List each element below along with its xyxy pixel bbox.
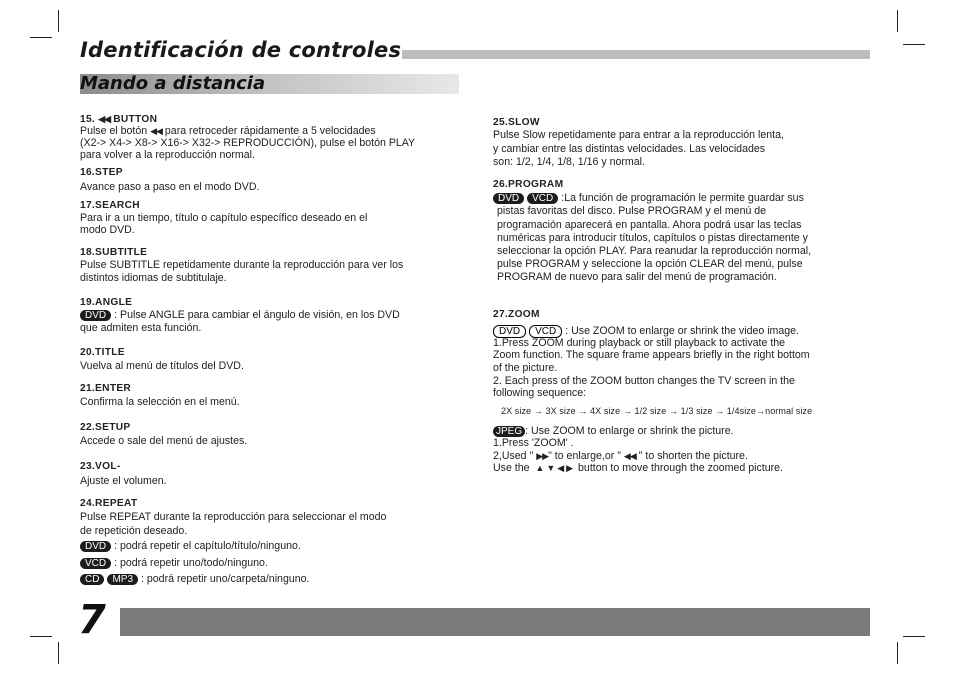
- crop-mark: [897, 10, 898, 32]
- text-line: Ajuste el volumen.: [80, 475, 167, 487]
- heading-19: 19.ANGLE: [80, 297, 133, 308]
- text-line: pulse PROGRAM y seleccione la opción CLEAR del menú, pulse: [497, 258, 803, 270]
- text-line: de repetición deseado.: [80, 525, 188, 537]
- text-line: 2. Each press of the ZOOM button changes the TV screen in the: [493, 375, 795, 387]
- jpeg-badge: JPEG: [493, 426, 525, 437]
- text-line: son: 1/2, 1/4, 1/8, 1/16 y normal.: [493, 156, 645, 168]
- text-line: 1.Press 'ZOOM' .: [493, 437, 574, 449]
- text-line: JPEG : Use ZOOM to enlarge or shrink the picture.: [493, 425, 734, 438]
- repeat-option: VCD : podrá repetir uno/todo/ninguno.: [80, 557, 268, 570]
- text-line: Pulse el botón ◀◀ para retroceder rápidamente a 5 velocidades: [80, 125, 376, 137]
- heading-24: 24.REPEAT: [80, 498, 138, 509]
- text-line: Use the ▲▼◀▶ button to move through the zoomed picture.: [493, 462, 783, 474]
- text-line: Pulse REPEAT durante la reproducción para seleccionar el modo: [80, 511, 387, 523]
- dvd-badge: DVD: [493, 325, 526, 338]
- arrow-keys-icon: ▲▼◀▶: [535, 463, 576, 473]
- heading-18: 18.SUBTITLE: [80, 247, 148, 258]
- crop-mark: [30, 636, 52, 637]
- left-column: [80, 0, 470, 600]
- text-line: pistas favoritas del disco. Pulse PROGRAM y el menú de: [497, 205, 767, 217]
- heading-15: 15. ◀◀ BUTTON: [80, 114, 158, 125]
- text-line: Zoom function. The square frame appears briefly in the right bottom: [493, 349, 810, 361]
- repeat-option: DVD : podrá repetir el capítulo/título/ninguno.: [80, 540, 301, 553]
- text-line: DVD : Pulse ANGLE para cambiar el ángulo de visión, en los DVD: [80, 309, 400, 322]
- repeat-option: CD MP3 : podrá repetir uno/carpeta/ninguno.: [80, 573, 309, 586]
- text-line: programación aparecerá en pantalla. Ahora podrá usar las teclas: [497, 219, 802, 231]
- mp3-badge: MP3: [107, 574, 138, 585]
- heading-27: 27.ZOOM: [493, 309, 540, 320]
- text-line: modo DVD.: [80, 224, 135, 236]
- heading-23: 23.VOL-: [80, 461, 121, 472]
- text-line: Vuelva al menú de títulos del DVD.: [80, 360, 244, 372]
- heading-25: 25.SLOW: [493, 117, 540, 128]
- right-column: [493, 0, 873, 600]
- text-line: Para ir a un tiempo, título o capítulo específico deseado en el: [80, 212, 368, 224]
- heading-22: 22.SETUP: [80, 422, 131, 433]
- text-line: distintos idiomas de subtitulaje.: [80, 272, 227, 284]
- vcd-badge: VCD: [80, 558, 111, 569]
- text-line: of the picture.: [493, 362, 558, 374]
- zoom-sequence: 2X size → 3X size → 4X size → 1/2 size → 1/3 size → 1/4size→normal size: [501, 406, 813, 416]
- crop-mark: [903, 44, 925, 45]
- text-line: PROGRAM de nuevo para salir del menú de programación.: [497, 271, 777, 283]
- text-line: (X2-> X4-> X8-> X16-> X32-> REPRODUCCIÓN), pulse el botón PLAY: [80, 137, 416, 149]
- text-line: que admiten esta función.: [80, 322, 202, 334]
- text-line: Confirma la selección en el menú.: [80, 396, 240, 408]
- text-line: seleccionar la opción PLAY. Para reanudar la reproducción normal,: [497, 245, 812, 257]
- text-line: numéricas para introducir títulos, capítulos o pistas directamente y: [497, 232, 808, 244]
- footer-bar: [120, 608, 870, 636]
- heading-21: 21.ENTER: [80, 383, 132, 394]
- crop-mark: [897, 642, 898, 664]
- text-line: Accede o sale del menú de ajustes.: [80, 435, 248, 447]
- text-line: DVD VCD :La función de programación le permite guardar sus: [493, 192, 804, 205]
- cd-badge: CD: [80, 574, 104, 585]
- heading-17: 17.SEARCH: [80, 200, 140, 211]
- text-line: y cambiar entre las distintas velocidades. Las velocidades: [493, 143, 766, 155]
- section-subtitle: Mando a distancia: [80, 73, 266, 94]
- vcd-badge: VCD: [529, 325, 562, 338]
- crop-mark: [903, 636, 925, 637]
- text-line: Pulse SUBTITLE repetidamente durante la reproducción para ver los: [80, 259, 404, 271]
- dvd-badge: DVD: [80, 310, 111, 321]
- crop-mark: [58, 642, 59, 664]
- dvd-badge: DVD: [493, 193, 524, 204]
- text-line: following sequence:: [493, 387, 587, 399]
- text-line: 1.Press ZOOM during playback or still playback to activate the: [493, 337, 786, 349]
- heading-26: 26.PROGRAM: [493, 179, 564, 190]
- dvd-badge: DVD: [80, 541, 111, 552]
- rewind-icon: ◀◀: [150, 126, 162, 136]
- text-line: 2,Used " ▶▶" to enlarge,or " ◀◀ " to shorten the picture.: [493, 450, 748, 462]
- page-title: Identificación de controles: [80, 38, 402, 62]
- text-line: para volver a la reproducción normal.: [80, 149, 255, 161]
- page-number: 7: [78, 597, 106, 643]
- text-line: DVD VCD : Use ZOOM to enlarge or shrink the video image.: [493, 325, 799, 338]
- rewind-icon: ◀◀: [98, 114, 111, 124]
- crop-mark: [30, 37, 52, 38]
- heading-16: 16.STEP: [80, 167, 123, 178]
- rewind-icon: ◀◀: [623, 451, 636, 461]
- crop-mark: [58, 10, 59, 32]
- heading-20: 20.TITLE: [80, 347, 125, 358]
- fast-forward-icon: ▶▶: [536, 451, 549, 461]
- text-line: Avance paso a paso en el modo DVD.: [80, 181, 260, 193]
- vcd-badge: VCD: [527, 193, 558, 204]
- text-line: Pulse Slow repetidamente para entrar a la reproducción lenta,: [493, 129, 784, 141]
